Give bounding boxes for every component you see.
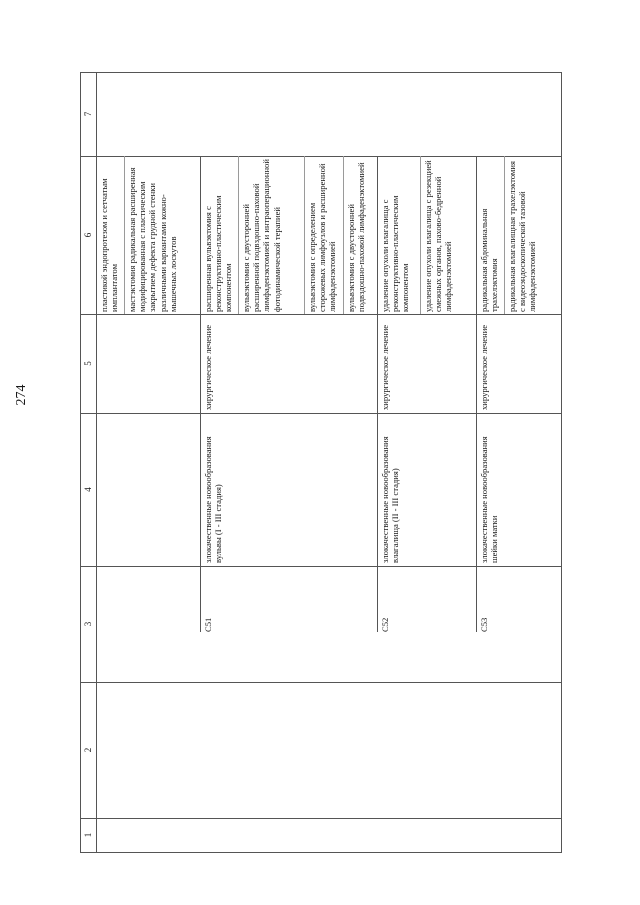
cell-text: вульвэктомия с определением сторожевых лимфоузлов и расширенной лимфаденэктомией [307, 163, 338, 312]
table-cell-code [479, 572, 493, 632]
cell-text: C51 [203, 617, 213, 632]
table-cell-treatment [203, 158, 237, 312]
table-cell-treatment [423, 158, 473, 312]
cell-text: вульвэктомия с двусторонней расширенной подвздошно-паховой лимфаденэктомией и интраоперационной фотодинамической терапией [241, 159, 282, 312]
header-divider [96, 72, 97, 853]
table-border-left [80, 72, 81, 853]
cell-text: C53 [479, 617, 489, 632]
table-cell-code [380, 572, 394, 632]
table-border-right [561, 72, 562, 853]
col-boundary-1-2 [80, 818, 562, 819]
table-border-bottom [80, 852, 562, 853]
col-boundary-4-5 [80, 413, 562, 414]
header-col-3: 3 [83, 621, 93, 627]
subrow-divider [343, 156, 344, 314]
cell-text: вульвэктомия с двусторонней подвздошно-паховой лимфаденэктомией [346, 162, 367, 312]
cell-text: радикальная абдоминальная трахелэктомия [479, 208, 500, 312]
cell-text: хирургическое лечение [479, 324, 489, 410]
table-cell-treatment-type [203, 316, 227, 410]
col-boundary-5-6 [80, 314, 562, 315]
subrow-divider [124, 156, 125, 314]
subrow-divider [420, 156, 421, 314]
table-cell-diagnosis [479, 415, 503, 563]
page-number: 274 [14, 384, 29, 406]
table-cell-treatment [346, 158, 380, 312]
table-cell-treatment-type [380, 316, 404, 410]
table-cell-treatment [127, 158, 199, 312]
col-boundary-6-7 [80, 156, 562, 157]
row-boundary-2-3 [476, 156, 477, 632]
table-border-top [80, 72, 562, 73]
subrow-divider [238, 156, 239, 314]
table-cell-treatment [241, 158, 303, 312]
cell-text: злокачественные новообразования влагалища (II - III стадия) [380, 436, 401, 563]
row-boundary-0-1 [200, 156, 201, 632]
cell-text: радикальная влагалищная трахелэктомия с видеоэндоскопической тазовой лимфаденэктомией [507, 161, 538, 312]
table-cell-treatment [380, 158, 416, 312]
table-cell-treatment [507, 158, 557, 312]
table-cell-treatment [99, 158, 123, 312]
cell-text: удаление опухоли влагалища с реконструктивно-пластическим компонентом [380, 195, 411, 312]
col-boundary-2-3 [80, 682, 562, 683]
table-cell-treatment [479, 158, 503, 312]
cell-text: хирургическое лечение [380, 324, 390, 410]
header-col-5: 5 [83, 361, 93, 366]
header-col-2: 2 [83, 747, 93, 753]
header-col-6: 6 [83, 232, 93, 238]
subrow-divider [504, 156, 505, 314]
cell-text: расширенная вульвэктомия с реконструктивно-пластическим компонентом [203, 195, 234, 312]
table-cell-treatment-type [479, 316, 503, 410]
col-boundary-3-4 [80, 566, 562, 567]
header-col-1: 1 [83, 832, 93, 838]
cell-text: мастэктомия радикальная расширенная модифицированная с пластическим закрытием дефекта грудной стенки различными вариантами кожно-мышечных лоскутов [127, 167, 178, 312]
cell-text: пластикой эндопротезом и сетчатым имплантатом [99, 178, 120, 312]
header-col-7: 7 [83, 111, 93, 117]
cell-text: злокачественные новообразования вульвы (I - III стадия) [203, 436, 224, 563]
header-col-4: 4 [83, 487, 93, 492]
cell-text: злокачественные новообразования шейки матки [479, 436, 500, 563]
cell-text: удаление опухоли влагалища с резекцией смежных органов, пахово-бедренной лимфаденэктомией [423, 160, 454, 312]
table-cell-code [203, 572, 217, 632]
table-cell-diagnosis [203, 415, 227, 563]
cell-text: C52 [380, 617, 390, 632]
table-cell-diagnosis [380, 415, 404, 563]
cell-text: хирургическое лечение [203, 324, 213, 410]
table-cell-treatment [307, 158, 341, 312]
subrow-divider [304, 156, 305, 314]
